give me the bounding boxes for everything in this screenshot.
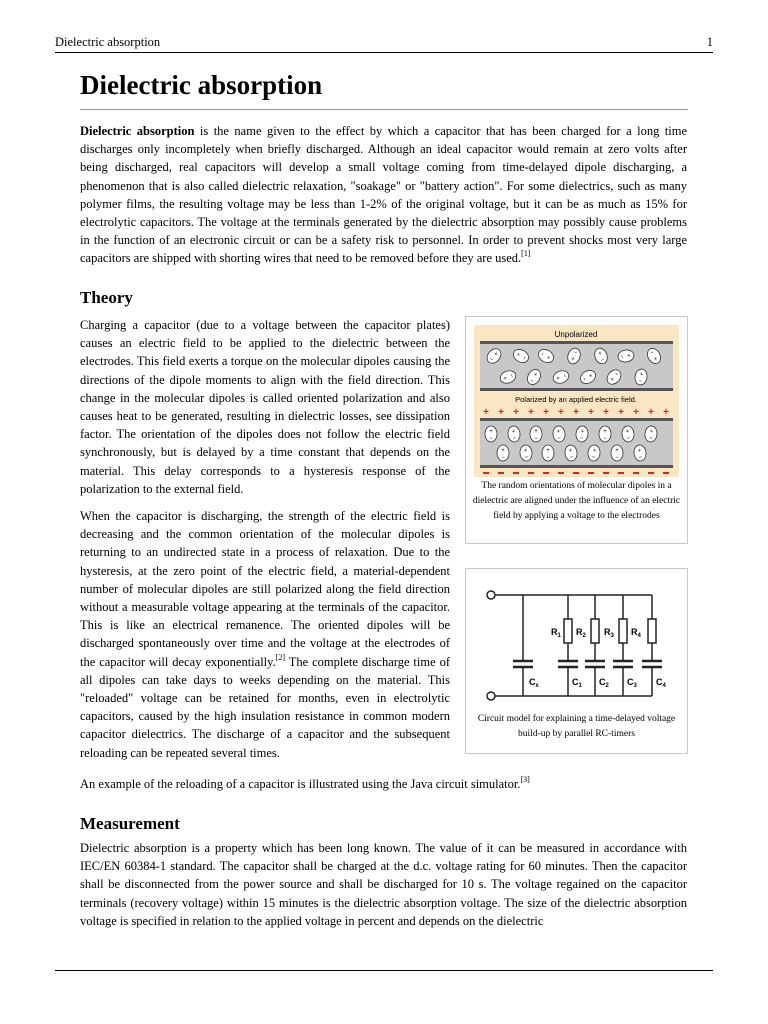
- svg-text:−: −: [648, 435, 653, 443]
- svg-text:+: +: [489, 429, 493, 435]
- minus-sign: [528, 472, 534, 474]
- bottom-electrode-2: [480, 465, 673, 468]
- plus-sign: +: [648, 407, 654, 418]
- svg-text:+: +: [603, 429, 607, 435]
- minus-sign: [558, 472, 564, 474]
- terminal-top: [487, 591, 495, 599]
- dipole-aligned: [485, 426, 497, 442]
- minus-sign: [588, 472, 594, 474]
- svg-text:−: −: [489, 436, 493, 442]
- top-electrode-2: [480, 418, 673, 421]
- minus-sign: [483, 472, 489, 474]
- svg-text:−: −: [528, 377, 535, 385]
- svg-text:+: +: [511, 428, 516, 436]
- svg-text:+: +: [544, 353, 552, 361]
- svg-text:−: −: [524, 454, 529, 462]
- plus-sign: +: [603, 407, 609, 418]
- capacitor-label-1: $C_1$: [572, 677, 582, 689]
- theory-paragraph-3: [80, 775, 687, 793]
- svg-text:+: +: [546, 448, 550, 454]
- svg-text:+: +: [615, 448, 619, 454]
- svg-text:+: +: [580, 428, 585, 436]
- capacitor-label-x: $C_x$: [529, 677, 539, 689]
- minus-sign: [513, 472, 519, 474]
- svg-text:+: +: [570, 354, 576, 362]
- svg-text:+: +: [568, 447, 573, 455]
- svg-text:−: −: [509, 372, 517, 378]
- svg-text:+: +: [649, 428, 654, 436]
- theory-paragraph-2: [80, 507, 450, 762]
- theory-paragraph-1: Charging a capacitor (due to a voltage between the capacitor plates) causes an electric field to be applied to the dielectric between the electrodes. This field exerts a torque on the molecular dipoles causing the directions of the dipole moments to align with the field direction. This change in the molecular dipoles is called oriented polarization and also causes heat to be generated, resulting in dielectric losses, see dissipation factor. The orientation of the dipoles does not follow the electric field synchronously, but is delayed by a time constant that depends on the material. This delay corresponds to a hysteresis response of the polarization to the external field.: [80, 318, 450, 496]
- plus-sign: +: [528, 407, 534, 418]
- svg-text:+: +: [592, 447, 597, 455]
- minus-sign: [543, 472, 549, 474]
- plus-sign: +: [588, 407, 594, 418]
- svg-text:−: −: [569, 454, 574, 462]
- svg-text:−: −: [501, 455, 505, 461]
- dipole-aligned: [497, 445, 509, 461]
- citation-2[interactable]: [2]: [275, 652, 286, 662]
- svg-text:+: +: [501, 448, 505, 454]
- svg-text:+: +: [523, 447, 528, 455]
- svg-text:+: +: [492, 351, 499, 358]
- minus-sign: [633, 472, 639, 474]
- dipole-aligned: [530, 426, 542, 442]
- plus-sign: +: [498, 407, 504, 418]
- circuit-diagram: [466, 569, 687, 704]
- dipole-figure-caption: The random orientations of molecular dipoles in a dielectric are aligned under the influence of an electric field by applying a voltage to the electrodes: [472, 481, 681, 521]
- dipole-aligned: [611, 445, 623, 461]
- svg-text:+: +: [609, 375, 616, 382]
- svg-text:−: −: [557, 435, 562, 443]
- svg-text:−: −: [648, 348, 655, 356]
- minus-sign: [573, 472, 579, 474]
- dipole-figure: [465, 316, 688, 544]
- capacitor-label-4: $C_4$: [656, 677, 666, 689]
- svg-text:−: −: [626, 435, 631, 443]
- plus-sign: +: [513, 407, 519, 418]
- svg-text:+: +: [556, 428, 561, 436]
- svg-text:−: −: [637, 378, 643, 386]
- resistor-label-1: $R_1$: [551, 627, 561, 639]
- svg-text:−: −: [617, 354, 625, 360]
- plus-sign: +: [543, 407, 549, 418]
- svg-text:−: −: [580, 376, 588, 383]
- unpolarized-label: Unpolarized: [554, 330, 598, 339]
- svg-text:+: +: [515, 351, 523, 359]
- svg-text:−: −: [638, 454, 643, 462]
- svg-text:−: −: [573, 347, 579, 355]
- svg-text:+: +: [625, 428, 630, 436]
- bottom-electrode-1: [480, 388, 673, 391]
- svg-text:+: +: [639, 371, 644, 379]
- svg-text:−: −: [538, 350, 546, 357]
- svg-text:+: +: [597, 350, 603, 358]
- svg-text:+: +: [651, 354, 659, 362]
- svg-text:−: −: [615, 455, 619, 461]
- minus-sign: [618, 472, 624, 474]
- header-divider: [55, 52, 713, 53]
- svg-text:−: −: [546, 455, 550, 461]
- polarized-label: Polarized by an applied electric field.: [515, 395, 637, 404]
- svg-text:+: +: [534, 429, 538, 435]
- svg-text:+: +: [624, 353, 632, 358]
- svg-text:−: −: [487, 356, 495, 364]
- intro-paragraph: [80, 122, 687, 268]
- intro-term: Dielectric absorption: [80, 124, 195, 138]
- citation-1[interactable]: [1]: [521, 249, 531, 259]
- minus-sign: [603, 472, 609, 474]
- theory-heading: Theory: [80, 288, 133, 307]
- running-header-title: Dielectric absorption: [55, 35, 161, 49]
- svg-text:+: +: [502, 375, 510, 381]
- measurement-heading: Measurement: [80, 814, 180, 833]
- svg-text:−: −: [512, 435, 517, 443]
- measurement-paragraph: Dielectric absorption is a property which has been long known. The value of it can be measured in accordance with IEC/EN 60384-1 standard. The capacitor shall be charged at the d.c. voltage rating for 60 minutes. Then the capacitor shall be disconnected from the power source and shall be discharged for 10 s. The voltage regained on the capacitor terminals (recovery voltage) within 15 minutes is the dielectric absorption voltage. The size of the dielectric absorption voltage is specified in relation to the applied voltage in percent and depends on the dielectric: [80, 841, 687, 928]
- theory-paragraph-2-cont: The complete discharge time of all dipoles can take days to weeks depending on the material. This "reloaded" voltage can be retained for months, even in electrolytic capacitors, caused by the high insulation resistance in common modern capacitor dielectrics. The discharge of a capacitor and the subsequent reloading can be repeated several times.: [80, 654, 450, 760]
- footer-divider: [55, 970, 713, 971]
- running-header: [55, 35, 713, 51]
- terminal-bottom: [487, 692, 495, 700]
- page-number: 1: [706, 35, 713, 49]
- theory-paragraph-3-text: An example of the reloading of a capacitor is illustrated using the Java circuit simulator.: [80, 777, 521, 791]
- dipole-diagram: [466, 317, 687, 482]
- plus-sign: +: [618, 407, 624, 418]
- plus-sign: +: [573, 407, 579, 418]
- dipole-aligned: [542, 445, 554, 461]
- intro-text: is the name given to the effect by which a capacitor that has been charged for a long time discharges only incompletely when briefly discharged. Although an ideal capacitor would remain at zero volts after being discharged, real capacitors will develop a small voltage coming from time-delayed dipole discharging, a phenomenon that is also called dielectric relaxation, "soakage" or "battery action". For some dielectrics, such as many polymer films, the resulting voltage may be less than 1-2% of the original voltage, but it can be as much as 15% for electrolytic capacitors. The voltage at the terminals generated by the dielectric absorption may possibly cause problems in the function of an electronic circuit or can be a safety risk to personnel. In order to prevent shocks most very large capacitors are shipped with shorting wires that need to be removed before they are used.: [80, 124, 688, 266]
- svg-text:−: −: [591, 454, 596, 462]
- svg-text:+: +: [637, 447, 642, 455]
- dipole-aligned: [599, 426, 611, 442]
- top-electrode-1: [480, 341, 673, 344]
- citation-3[interactable]: [3]: [520, 775, 530, 784]
- svg-text:−: −: [562, 372, 570, 378]
- svg-text:+: +: [531, 371, 539, 379]
- capacitor-label-2: $C_2$: [599, 677, 609, 689]
- svg-text:−: −: [534, 436, 538, 442]
- svg-text:−: −: [521, 355, 529, 362]
- svg-text:−: −: [600, 357, 606, 365]
- theory-paragraph-2-text: When the capacitor is discharging, the strength of the electric field is decreasing and the common orientation of the molecular dipoles is returning to an undirected state in a process of relaxation. Due to the hysteresis, at the zero point of the electric field, a material-dependent number of molecular dipoles are still polarized along the field direction without a measurable voltage appearing at the terminals of the capacitor. This is like an electrical remanence. The oriented dipoles will be discharged spontaneously over time and the voltage at the electrodes of the capacitor will decay exponentially.: [80, 509, 450, 669]
- minus-sign: [663, 472, 669, 474]
- page-title: Dielectric absorption: [80, 70, 323, 100]
- circuit-figure-caption: Circuit model for explaining a time-delayed voltage build-up by parallel RC-timers: [477, 714, 676, 739]
- title-divider: [80, 109, 688, 110]
- resistor-label-3: $R_3$: [604, 627, 614, 639]
- plus-sign: +: [483, 407, 489, 418]
- svg-text:−: −: [603, 436, 607, 442]
- plus-sign: +: [633, 407, 639, 418]
- minus-sign: [498, 472, 504, 474]
- capacitor-label-3: $C_3$: [627, 677, 637, 689]
- svg-text:+: +: [586, 372, 594, 380]
- svg-text:+: +: [555, 375, 563, 381]
- plus-sign: +: [558, 407, 564, 418]
- minus-sign: [648, 472, 654, 474]
- resistor-label-4: $R_4$: [631, 627, 641, 639]
- circuit-figure: [465, 568, 688, 754]
- resistor-label-2: $R_2$: [576, 627, 586, 639]
- svg-text:−: −: [613, 369, 621, 377]
- svg-text:−: −: [579, 435, 584, 443]
- plus-sign: +: [663, 407, 669, 418]
